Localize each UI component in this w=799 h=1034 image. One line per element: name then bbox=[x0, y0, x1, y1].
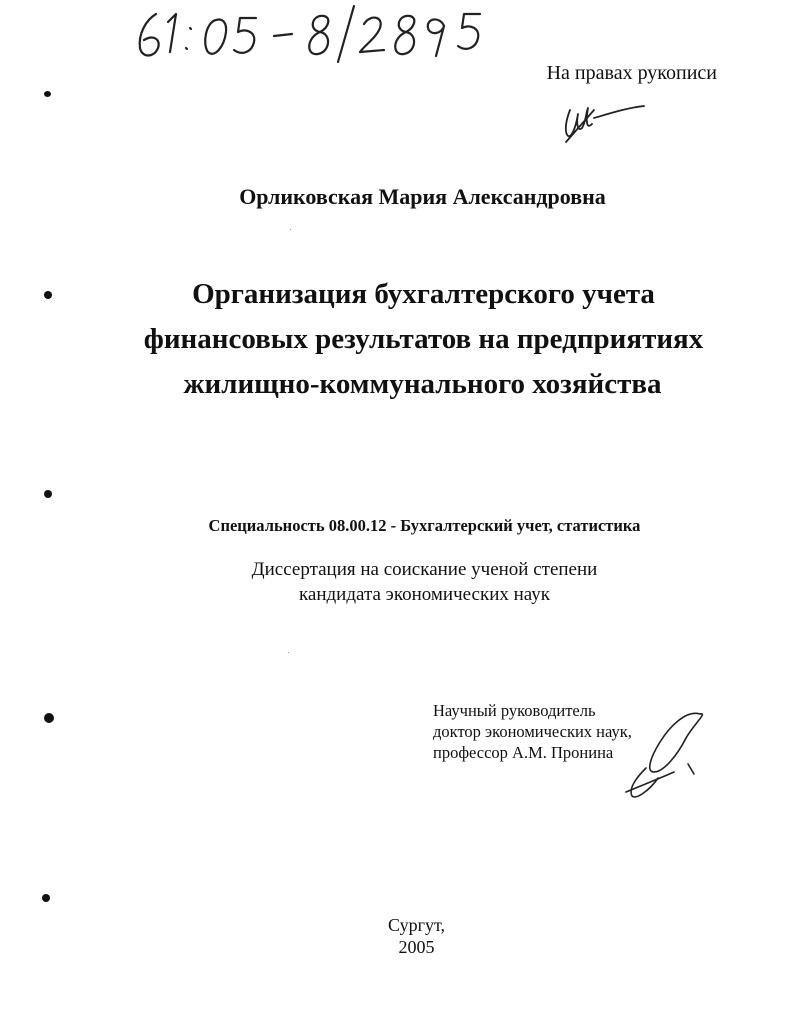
author-signature bbox=[556, 98, 646, 146]
margin-mark bbox=[44, 91, 51, 97]
advisor-line-3: профессор А.М. Пронина bbox=[433, 743, 614, 762]
year: 2005 bbox=[398, 937, 435, 957]
catalog-code-handwritten bbox=[128, 0, 508, 70]
degree-line-2: кандидата экономических наук bbox=[298, 584, 551, 605]
advisor-line-2: доктор экономических наук, bbox=[433, 722, 632, 741]
advisor-signature bbox=[616, 706, 716, 806]
scan-speck bbox=[290, 229, 291, 230]
advisor-line-1: Научный руководитель bbox=[433, 701, 596, 720]
scientific-advisor bbox=[433, 700, 632, 763]
author-name bbox=[0, 184, 799, 210]
degree-line-1: Диссертация на соискание ученой степени bbox=[251, 559, 598, 580]
catalog-code-drawing bbox=[128, 0, 508, 70]
rights-notice: На правах рукописи bbox=[546, 62, 717, 84]
degree-statement bbox=[0, 557, 799, 607]
specialty-text: Специальность 08.00.12 - Бухгалтерский учет, статистика bbox=[208, 516, 641, 535]
title-line-2: финансовых результатов на предприятиях bbox=[143, 323, 704, 355]
author-signature-drawing bbox=[556, 98, 646, 146]
title-line-3: жилищно-коммунального хозяйства bbox=[183, 368, 662, 400]
author-name-text: Орликовская Мария Александровна bbox=[239, 184, 606, 209]
specialty bbox=[0, 516, 799, 536]
title-line-1: Организация бухгалтерского учета bbox=[192, 278, 655, 310]
scan-speck bbox=[288, 652, 289, 653]
city: Сургут, bbox=[388, 915, 445, 935]
margin-mark bbox=[42, 894, 50, 902]
place-and-year bbox=[0, 914, 799, 958]
margin-mark bbox=[44, 713, 54, 723]
dissertation-title bbox=[0, 272, 799, 407]
margin-mark bbox=[44, 490, 52, 498]
margin-mark bbox=[44, 291, 52, 299]
advisor-signature-drawing bbox=[616, 706, 716, 806]
